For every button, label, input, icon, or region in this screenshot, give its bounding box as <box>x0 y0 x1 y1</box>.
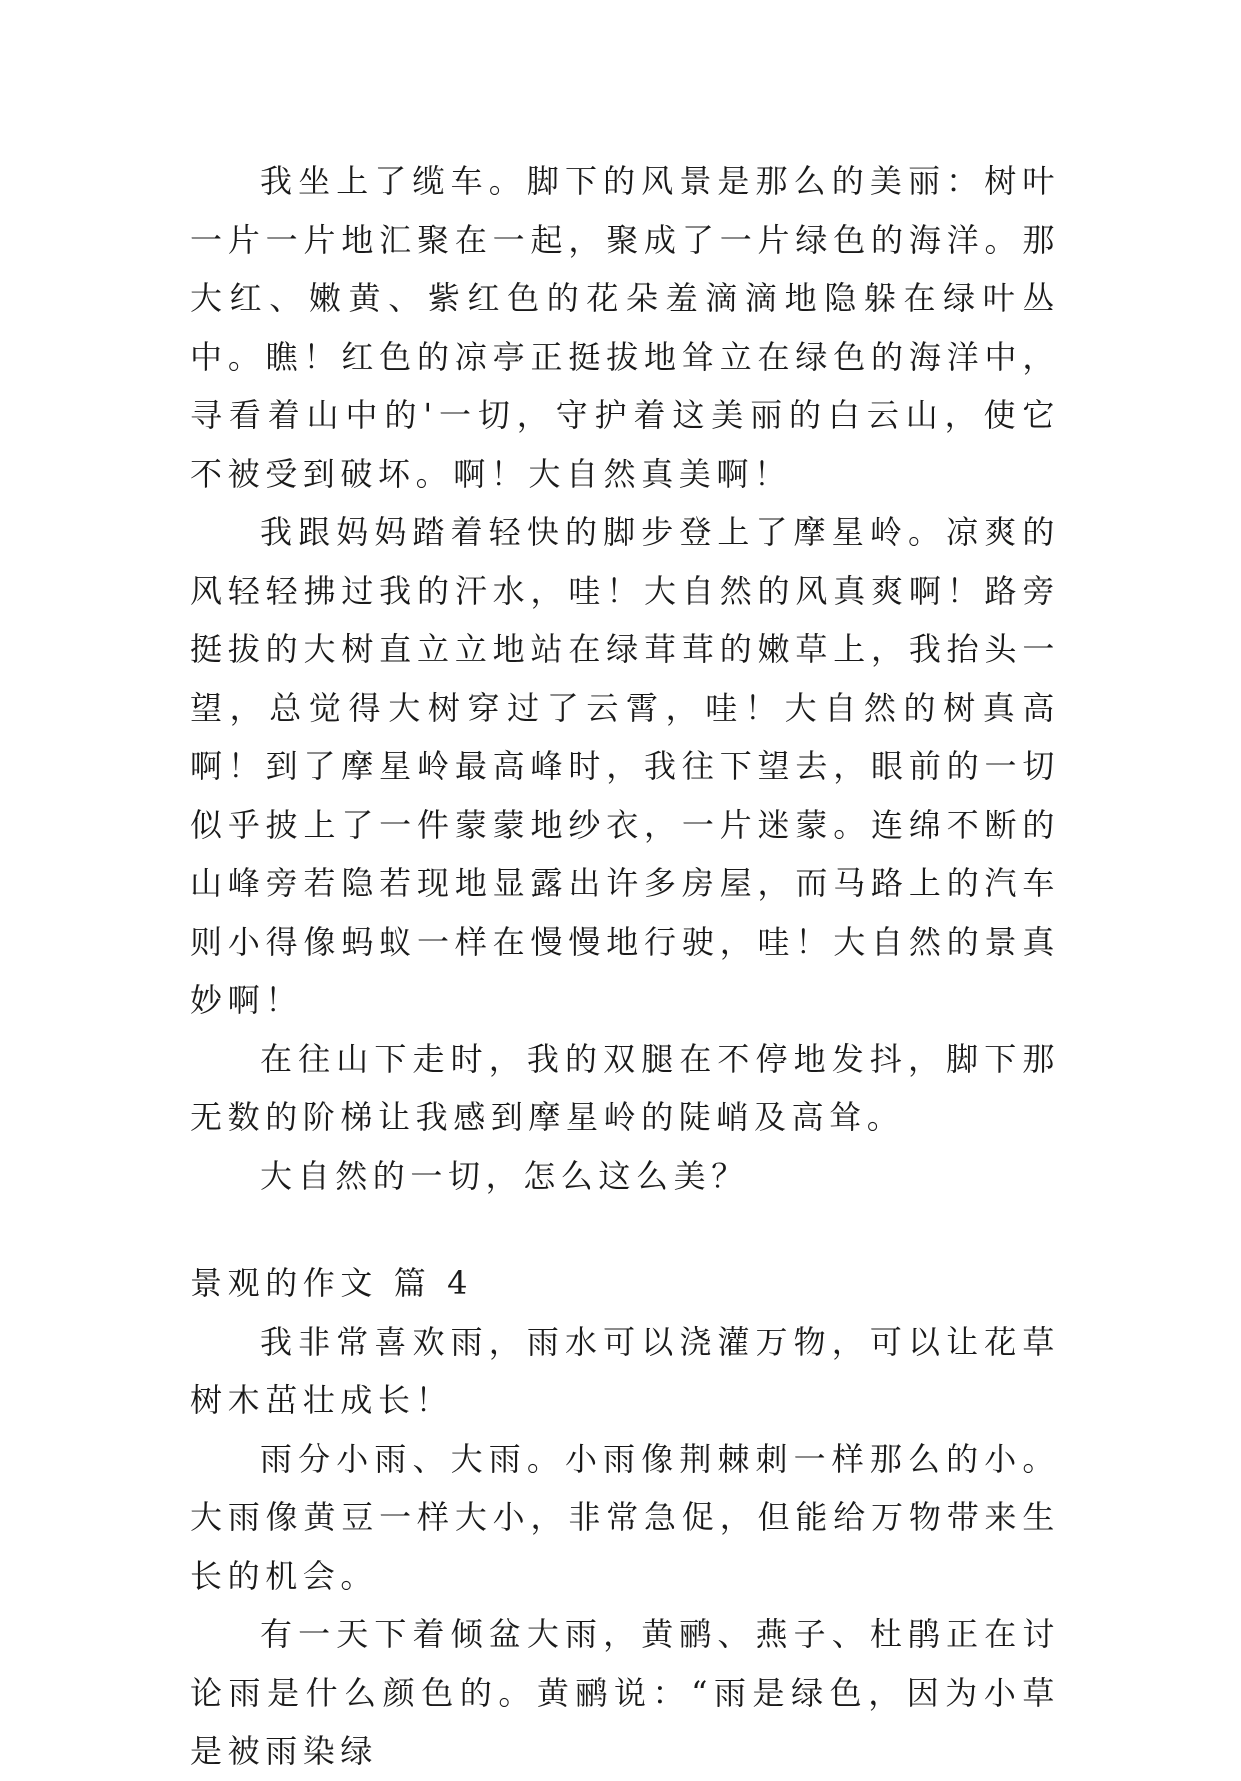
paragraph-cable-car: 我坐上了缆车。脚下的风景是那么的美丽：树叶一片一片地汇聚在一起，聚成了一片绿色的海洋。那大红、嫩黄、紫红色的花朵羞滴滴地隐躲在绿叶丛中。瞧！红色的凉亭正挺拔地耸立在绿色的海洋中，寻看着山中的'一切，守护着这美丽的白云山，使它不被受到破坏。啊！大自然真美啊！ <box>190 162 1060 493</box>
document-body <box>190 152 1060 1781</box>
paragraph-rain-types: 雨分小雨、大雨。小雨像荆棘刺一样那么的小。大雨像黄豆一样大小，非常急促，但能给万物带来生长的机会。 <box>190 1439 1060 1595</box>
paragraph-nature-beauty: 大自然的一切，怎么这么美？ <box>260 1156 749 1195</box>
section-heading: 景观的作文 篇 4 <box>190 1264 474 1302</box>
paragraph-birds-discussion: 有一天下着倾盆大雨，黄鹂、燕子、杜鹃正在讨论雨是什么颜色的。黄鹂说：“雨是绿色，因为小草是被雨染绿 <box>190 1615 1060 1770</box>
paragraph-moxing-ridge: 我跟妈妈踏着轻快的脚步登上了摩星岭。凉爽的风轻轻拂过我的汗水，哇！大自然的风真爽啊！路旁挺拔的大树直立立地站在绿茸茸的嫩草上，我抬头一望，总觉得大树穿过了云霄，哇！大自然的树真高啊！到了摩星岭最高峰时，我往下望去，眼前的一切似乎披上了一件蒙蒙地纱衣，一片迷蒙。连绵不断的山峰旁若隐若现地显露出许多房屋，而马路上的汽车则小得像蚂蚁一样在慢慢地行驶，哇！大自然的景真妙啊！ <box>190 513 1060 1019</box>
paragraph-love-rain: 我非常喜欢雨，雨水可以浇灌万物，可以让花草树木茁壮成长！ <box>190 1322 1060 1419</box>
paragraph-descending: 在往山下走时，我的双腿在不停地发抖，脚下那无数的阶梯让我感到摩星岭的陡峭及高耸。 <box>190 1039 1060 1136</box>
